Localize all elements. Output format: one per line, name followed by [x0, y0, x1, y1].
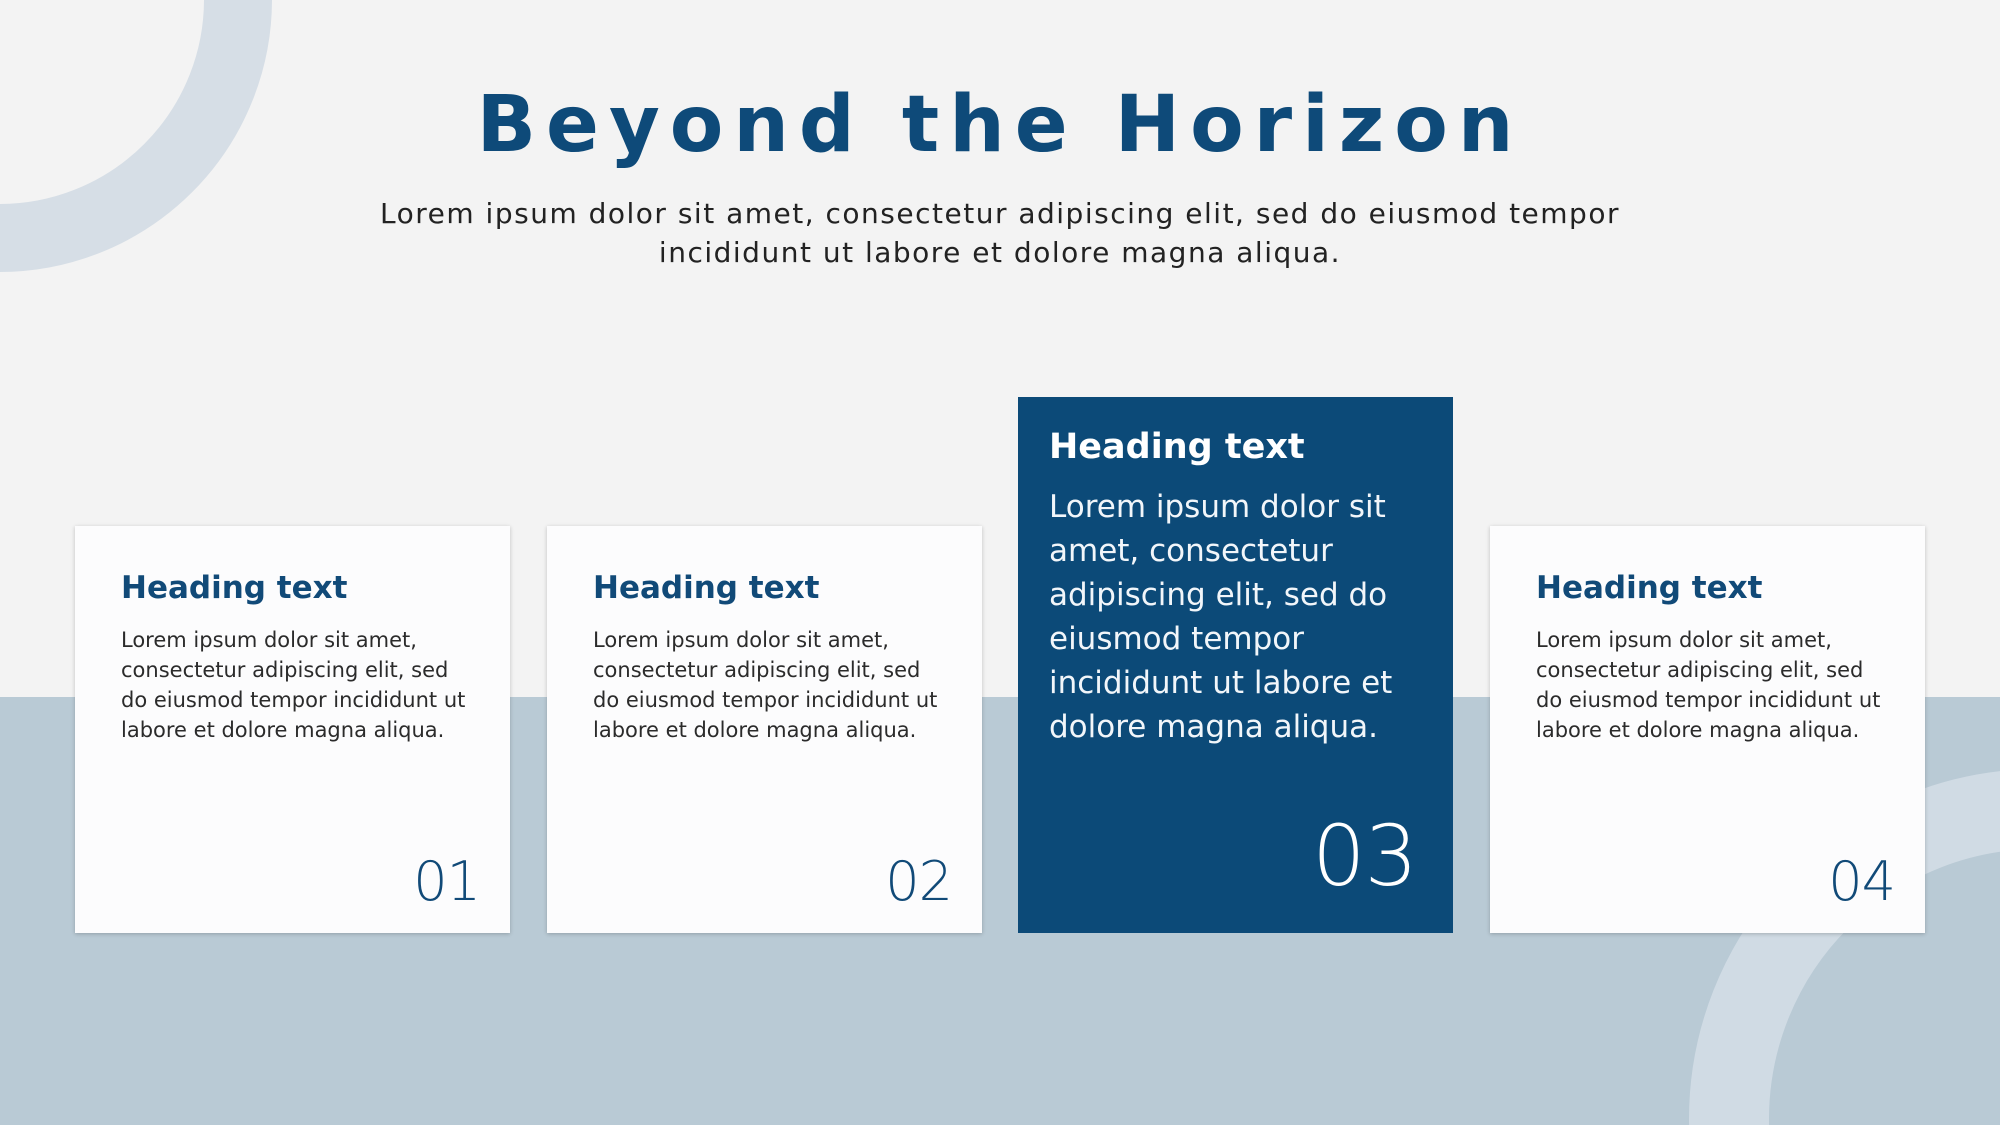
card-02 — [547, 526, 982, 933]
card-body: Lorem ipsum dolor sit amet, consectetur adipiscing elit, sed do eiusmod tempor incididunt ut labore et dolore magna aliqua. — [593, 628, 938, 742]
card-number: 01 — [413, 850, 480, 913]
card-01 — [75, 526, 510, 933]
card-number: 03 — [1312, 807, 1417, 905]
card-heading: Heading text — [1536, 570, 1763, 606]
slide-subtitle: Lorem ipsum dolor sit amet, consectetur adipiscing elit, sed do eiusmod tempor incididunt ut labore et dolore magna aliqua. — [380, 197, 1620, 269]
card-heading: Heading text — [593, 570, 820, 606]
card-heading: Heading text — [121, 570, 348, 606]
card-body: Lorem ipsum dolor sit amet, consectetur adipiscing elit, sed do eiusmod tempor incididunt ut labore et dolore magna aliqua. — [1536, 628, 1881, 742]
card-body: Lorem ipsum dolor sit amet, consectetur adipiscing elit, sed do eiusmod tempor incididunt ut labore et dolore magna aliqua. — [1049, 489, 1393, 745]
card-heading: Heading text — [1049, 427, 1305, 467]
slide-title: Beyond the Horizon — [476, 80, 1524, 170]
card-body: Lorem ipsum dolor sit amet, consectetur adipiscing elit, sed do eiusmod tempor incididunt ut labore et dolore magna aliqua. — [121, 628, 466, 742]
card-04 — [1490, 526, 1925, 933]
card-03-highlighted — [1018, 397, 1453, 933]
card-number: 02 — [885, 850, 952, 913]
card-number: 04 — [1828, 850, 1895, 913]
